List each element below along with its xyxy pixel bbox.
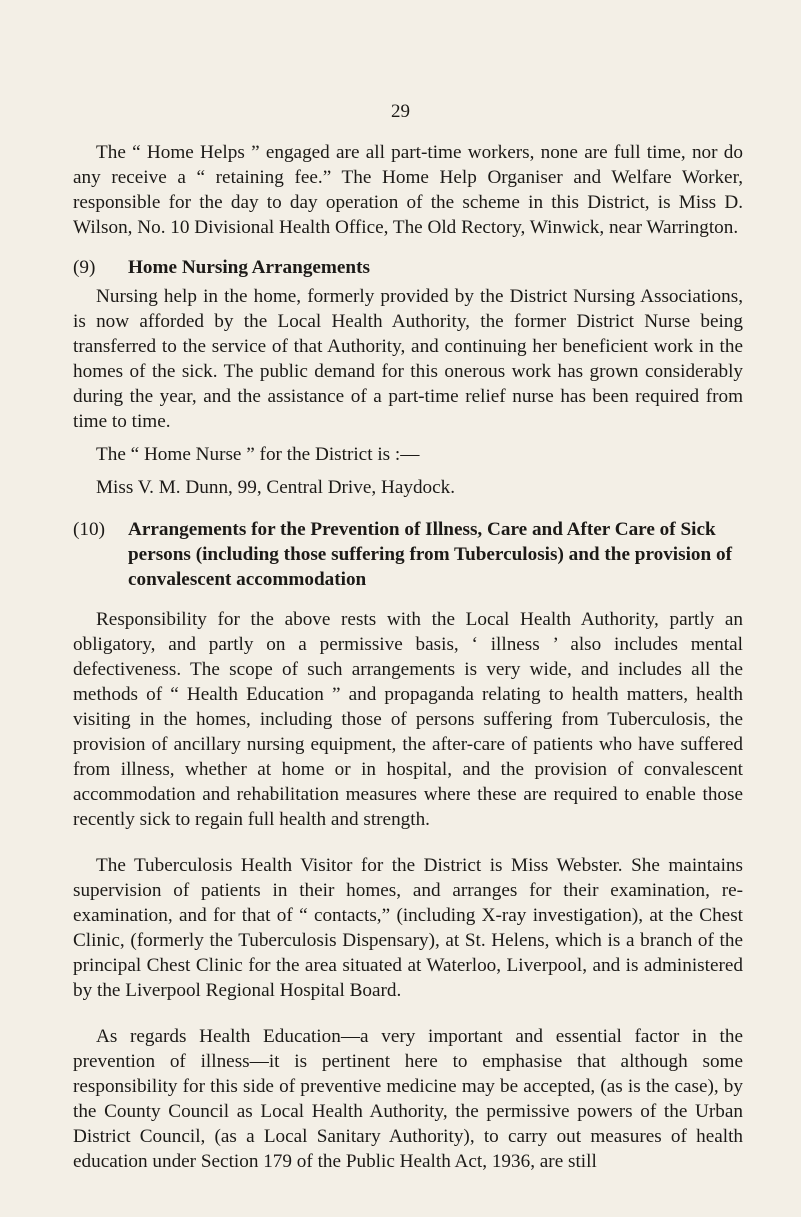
paragraph-tuberculosis-visitor: The Tuberculosis Health Visitor for the District is Miss Webster. She maintains supervision of patients in their homes, and arranges for their examination, re-examination, and for that of “ contacts,” (including X-ray investigation), at the Chest Clinic, (formerly the Tuberculosis Dispensary), at St. Helens, which is a branch of the principal Chest Clinic for the area situated at Waterloo, Liverpool, and is administered by the Liverpool Regional Hospital Board. xyxy=(73,855,743,1001)
section-10-number: (10) xyxy=(73,519,105,540)
page-body xyxy=(73,140,743,1174)
section-9-heading xyxy=(73,255,743,280)
section-9-title: Home Nursing Arrangements xyxy=(128,257,370,278)
paragraph-home-nurse: The “ Home Nurse ” for the District is :— xyxy=(96,444,420,465)
page-number: 29 xyxy=(391,101,410,122)
paragraph-responsibility: Responsibility for the above rests with the Local Health Authority, partly an obligatory, and partly on a permissive basis, ‘ illness ’ also includes mental defectiveness. The scope of such arrangements is very wide, and includes all the methods of “ Health Education ” and propaganda relating to health matters, health visiting in the homes, including those of persons suffering from Tuberculosis, the provision of ancillary nursing equipment, the after-care of patients who have suffered from illness, whether at home or in hospital, and the provision of convalescent accommodation and rehabilitation measures where these are required to enable those recently sick to regain full health and strength. xyxy=(73,609,743,830)
paragraph-home-helps: The “ Home Helps ” engaged are all part-time workers, none are full time, nor do any receive a “ retaining fee.” The Home Help Organiser and Welfare Worker, responsible for the day to day operation of the scheme in this District, is Miss D. Wilson, No. 10 Divisional Health Office, The Old Rectory, Winwick, near Warrington. xyxy=(73,142,743,238)
section-10-heading xyxy=(73,517,743,592)
home-nurse-address: Miss V. M. Dunn, 99, Central Drive, Haydock. xyxy=(96,477,456,498)
section-10-title: Arrangements for the Prevention of Illness, Care and After Care of Sick persons (including those suffering from Tuberculosis) and the provision of convalescent accommodation xyxy=(128,519,732,590)
paragraph-health-education: As regards Health Education—a very important and essential factor in the prevention of illness—it is pertinent here to emphasise that although some responsibility for this side of preventive medicine may be accepted, (as is the case), by the County Council as Local Health Authority, the permissive powers of the Urban District Council, (as a Local Sanitary Authority), to carry out measures of health education under Section 179 of the Public Health Act, 1936, are still xyxy=(73,1026,743,1172)
section-9-number: (9) xyxy=(73,257,96,278)
paragraph-nursing-help: Nursing help in the home, formerly provided by the District Nursing Associations, is now afforded by the Local Health Authority, the former District Nurse being transferred to the service of that Authority, and continuing her beneficient work in the homes of the sick. The public demand for this onerous work has grown considerably during the year, and the assistance of a part-time relief nurse has been required from time to time. xyxy=(73,286,743,432)
